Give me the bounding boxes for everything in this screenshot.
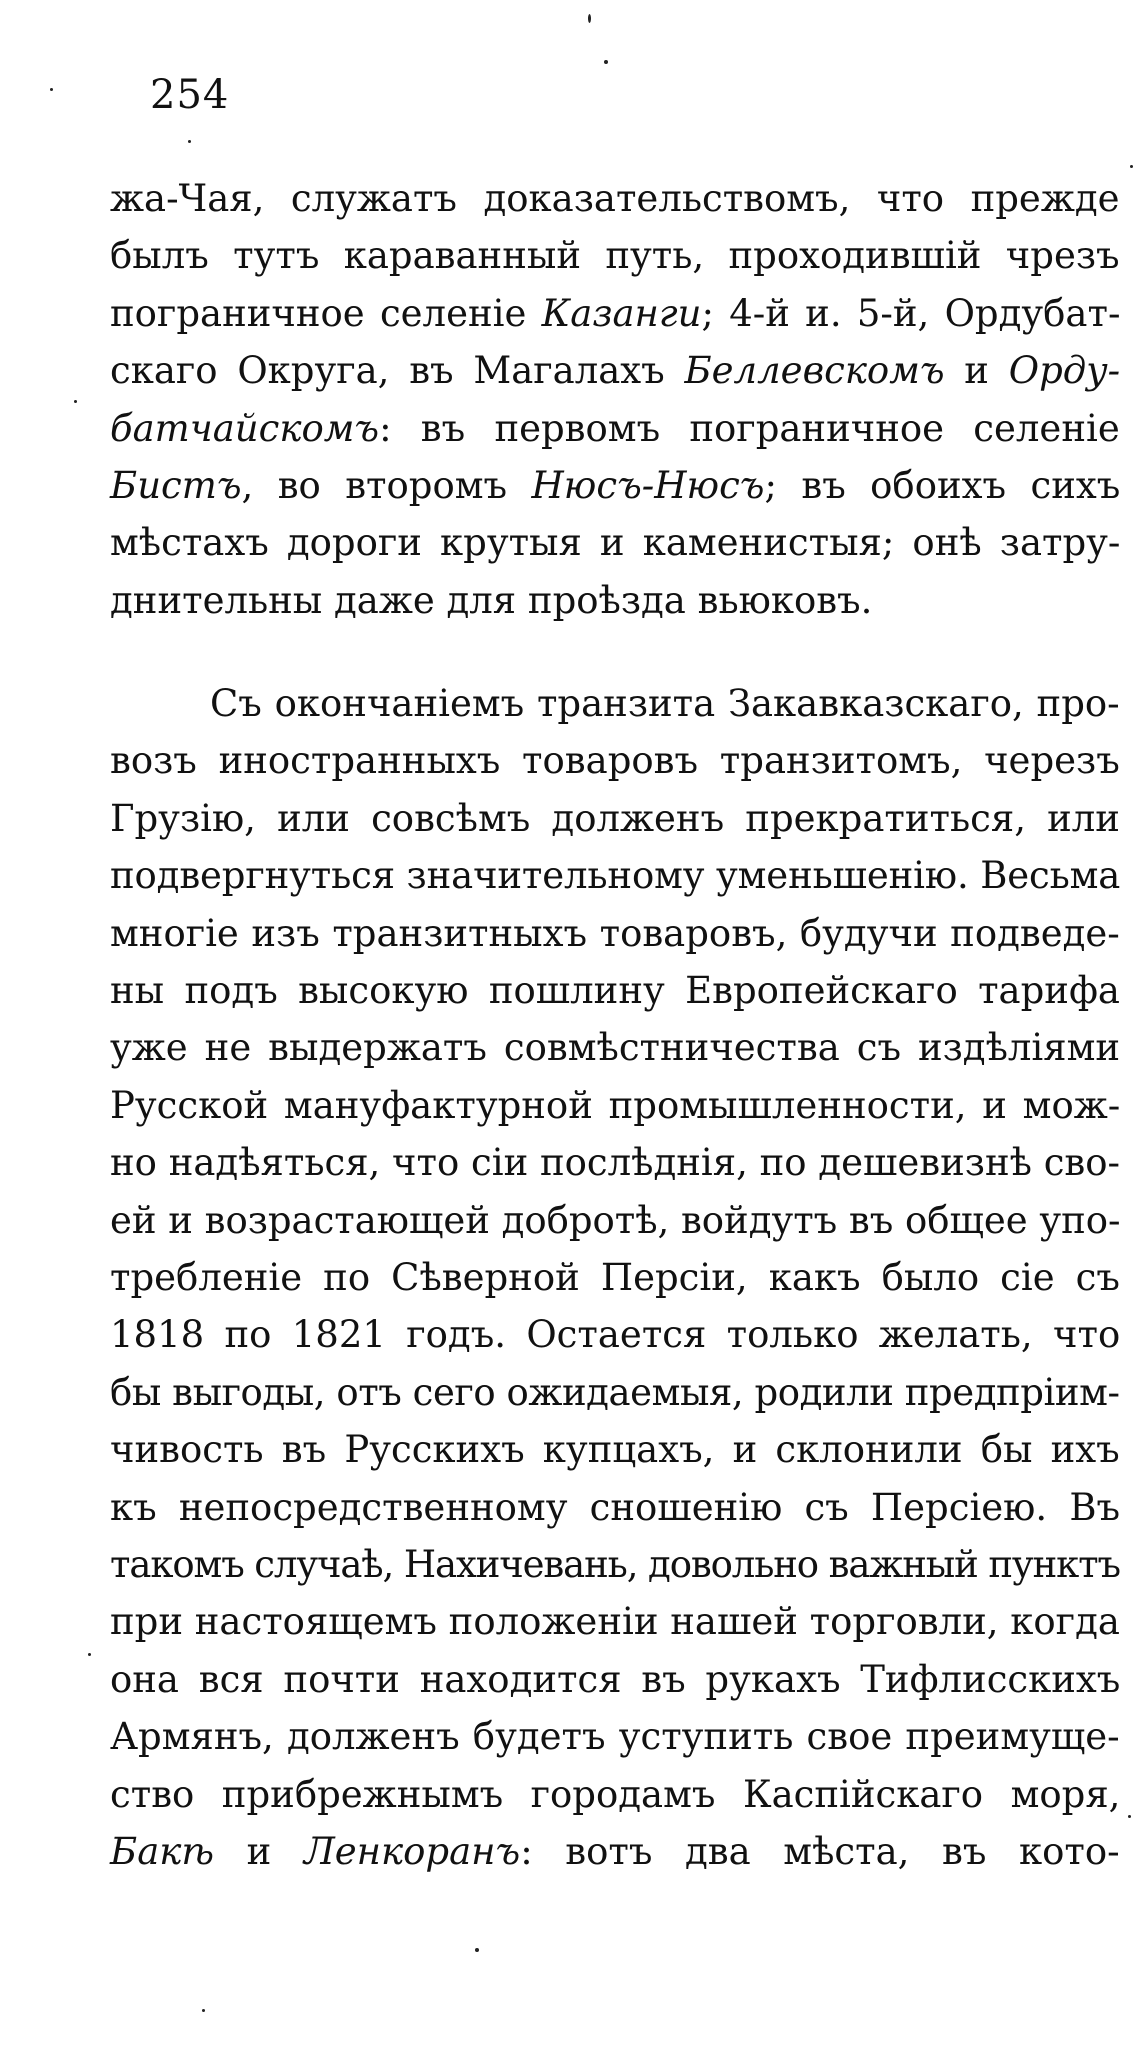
text-span: жа-Чая, служатъ доказательствомъ, что прежде xyxy=(110,177,1120,220)
text-line xyxy=(110,912,1120,955)
ink-speck xyxy=(604,60,608,64)
text-line xyxy=(110,1830,1120,1873)
ink-speck xyxy=(202,2009,205,2012)
text-line xyxy=(110,1256,1120,1299)
text-line xyxy=(110,1715,1120,1758)
text-line xyxy=(110,1600,1120,1643)
text-line xyxy=(110,521,1121,564)
text-line xyxy=(110,464,1121,507)
text-span: бы выгоды, отъ сего ожидаемыя, родили предпріим- xyxy=(110,1371,1120,1414)
italic-name: Бистъ xyxy=(110,464,242,507)
text-span: многіе изъ транзитныхъ товаровъ, будучи подведе- xyxy=(110,912,1120,955)
text-line xyxy=(110,1313,1121,1356)
text-line xyxy=(110,1773,1121,1816)
text-span: при настоящемъ положеніи нашей торговли, когда xyxy=(110,1600,1120,1643)
text-span: скаго Округа, въ Магалахъ xyxy=(110,349,685,392)
text-span: Съ окончаніемъ транзита Закавказскаго, про- xyxy=(210,682,1120,725)
text-span: былъ тутъ караванный путь, проходившій чрезъ xyxy=(110,234,1120,277)
text-span: подвергнуться значительному уменьшенію. Весьма xyxy=(110,854,1121,897)
text-span: Армянъ, долженъ будетъ уступить свое преимуще- xyxy=(110,1715,1120,1758)
text-span: уже не выдержатъ совмѣстничества съ издѣліями xyxy=(110,1026,1121,1069)
text-line xyxy=(110,292,1121,335)
text-line xyxy=(110,349,1121,392)
italic-name: Ленкоранъ xyxy=(303,1830,521,1873)
text-line xyxy=(110,1141,1121,1184)
ink-speck xyxy=(1128,1815,1131,1818)
text-line xyxy=(110,854,1121,897)
text-span: ; въ обоихъ сихъ xyxy=(764,464,1121,507)
text-span: такомъ случаѣ, Нахичевань, довольно важный пунктъ xyxy=(110,1543,1120,1586)
text-line xyxy=(110,234,1120,277)
italic-name: батчайскомъ xyxy=(110,407,380,450)
text-line xyxy=(110,407,1120,450)
ink-speck xyxy=(50,88,53,91)
text-span: возъ иностранныхъ товаровъ транзитомъ, черезъ xyxy=(110,739,1120,782)
text-line xyxy=(110,1486,1121,1529)
italic-name: Нюсъ-Нюсъ xyxy=(531,464,765,507)
text-span: чивость въ Русскихъ купцахъ, и склонили бы ихъ xyxy=(110,1428,1120,1471)
ink-speck xyxy=(1130,165,1133,168)
text-span: 1818 по 1821 годъ. Остается только желать, что xyxy=(110,1313,1121,1356)
text-span: ны подъ высокую пошлину Европейскаго тарифа xyxy=(110,969,1120,1012)
text-span: : въ первомъ пограничное селеніе xyxy=(379,407,1120,450)
italic-name: Казанги xyxy=(541,292,702,335)
text-span: днительны даже для проѣзда вьюковъ. xyxy=(110,579,873,622)
text-span: пограничное селеніе xyxy=(110,292,542,335)
text-line xyxy=(110,1026,1121,1069)
text-span: ство прибрежнымъ городамъ Каспійскаго моря, xyxy=(110,1773,1121,1816)
italic-name: Орду- xyxy=(1008,349,1121,392)
text-span: , во второмъ xyxy=(241,464,532,507)
text-line xyxy=(110,969,1120,1012)
italic-name: Беллевскомъ xyxy=(684,349,945,392)
text-line xyxy=(110,739,1120,782)
ink-speck xyxy=(588,14,591,23)
text-span: мѣстахъ дороги крутыя и каменистыя; онѣ затру- xyxy=(110,521,1121,564)
text-line xyxy=(110,1543,1120,1586)
text-span: къ непосредственному сношенію съ Персіею. Въ xyxy=(110,1486,1121,1529)
text-span: ; 4-й и. 5-й, Ордубат- xyxy=(701,292,1121,335)
text-line xyxy=(110,177,1120,220)
text-line xyxy=(110,797,1120,840)
ink-speck xyxy=(88,1653,91,1656)
ink-speck xyxy=(475,1948,479,1952)
text-span: но надѣяться, что сіи послѣднія, по дешевизнѣ сво- xyxy=(110,1141,1121,1184)
italic-name: Бакѣ xyxy=(110,1830,214,1873)
text-line xyxy=(110,579,873,622)
text-span: Грузію, или совсѣмъ долженъ прекратиться, или xyxy=(110,797,1120,840)
text-span: ей и возрастающей добротѣ, войдутъ въ общее упо- xyxy=(110,1199,1121,1242)
text-span: требленіе по Сѣверной Персіи, какъ было сіе съ xyxy=(110,1256,1120,1299)
ink-speck xyxy=(188,140,191,143)
text-line xyxy=(110,1371,1120,1414)
ink-speck xyxy=(74,400,77,403)
text-line xyxy=(110,1084,1121,1127)
text-line xyxy=(110,1428,1120,1471)
text-span: Русской мануфактурной промышленности, и мож- xyxy=(110,1084,1121,1127)
text-span: и xyxy=(214,1830,304,1873)
text-line xyxy=(210,682,1120,725)
text-line xyxy=(110,1658,1121,1701)
text-span: и xyxy=(944,349,1009,392)
text-span: она вся почти находится въ рукахъ Тифлисскихъ xyxy=(110,1658,1121,1701)
page-number: 254 xyxy=(150,72,230,118)
text-line xyxy=(110,1199,1121,1242)
text-span: : вотъ два мѣста, въ кото- xyxy=(520,1830,1120,1873)
